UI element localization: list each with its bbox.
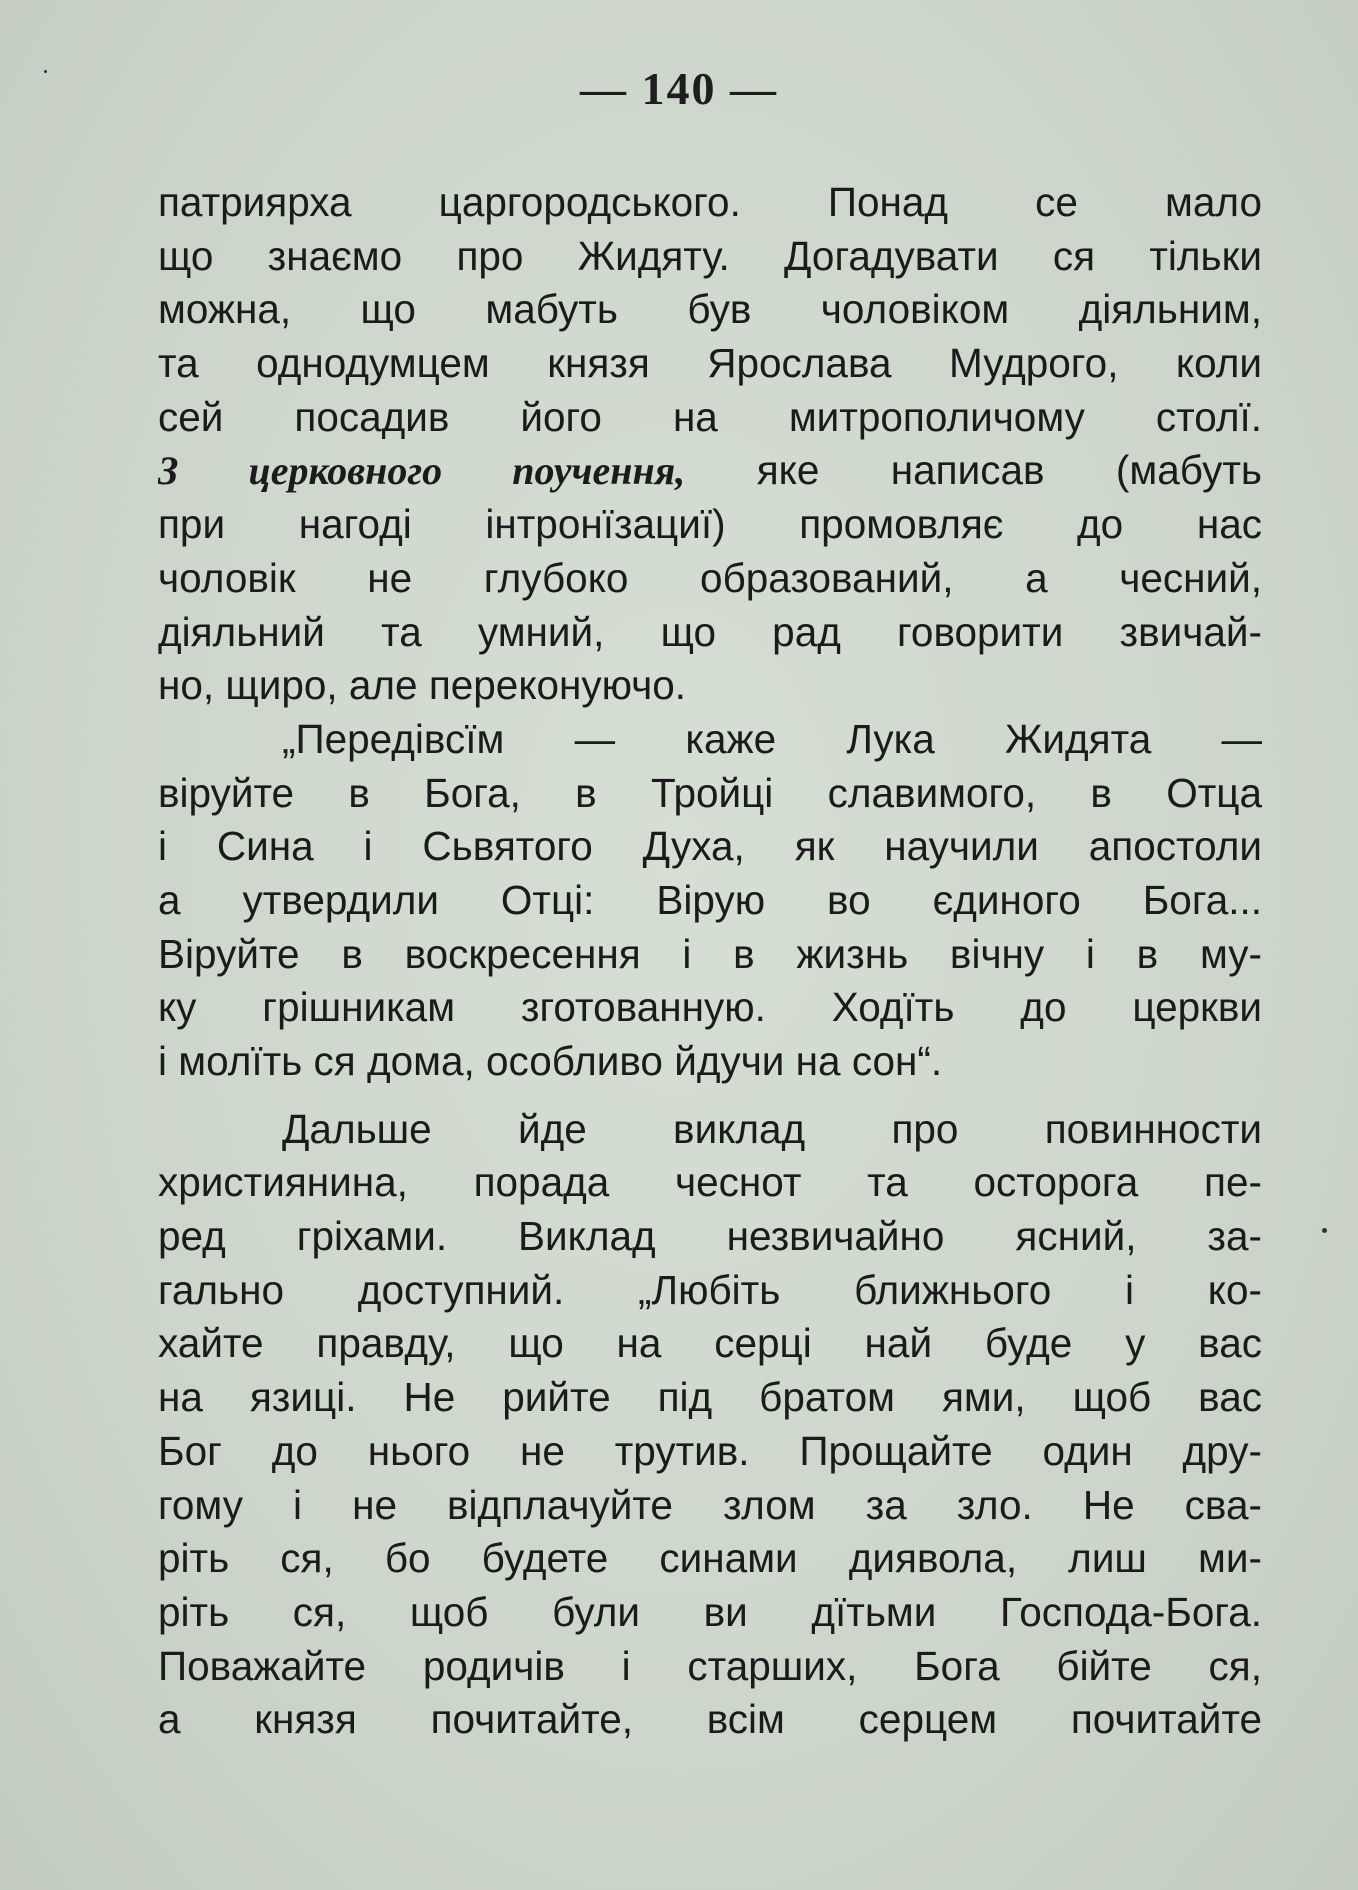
text-line: що знаємо про Жидяту. Догадувати ся тільки <box>158 232 1262 279</box>
text-line: „Передівсїм — каже Лука Жидята — <box>282 715 1262 762</box>
text-line: і Сина і Сьвятого Духа, як научили апостоли <box>158 823 1262 870</box>
text-line: діяльний та умний, що рад говорити звичай- <box>158 608 1262 655</box>
text-line: патриярха царгородського. Понад се мало <box>158 179 1262 225</box>
text-line: ку грішникам зготованную. Ходїть до церкви <box>158 984 1262 1031</box>
text-line: на язиці. Не рийте під братом ями, щоб вас <box>158 1374 1262 1421</box>
text-line: можна, що мабуть був чоловіком діяльним, <box>158 286 1262 333</box>
print-speck <box>44 70 47 73</box>
text-line: Поважайте родичів і старших, Бога бійте ся, <box>158 1642 1262 1689</box>
text-line: ред гріхами. Виклад незвичайно ясний, за- <box>158 1213 1262 1260</box>
text-line: гально доступний. „Любіть ближнього і ко- <box>158 1266 1262 1313</box>
text-line <box>158 444 1262 498</box>
text-line: ріть ся, бо будете синами диявола, лиш ми- <box>158 1535 1262 1582</box>
text-line: гому і не відплачуйте злом за зло. Не сва- <box>158 1481 1262 1528</box>
text-line: віруйте в Бога, в Тройці славимого, в Отца <box>158 769 1262 816</box>
text-line: а князя почитайте, всім серцем почитайте <box>158 1696 1262 1743</box>
text-line: та однодумцем князя Ярослава Мудрого, коли <box>158 340 1262 387</box>
text-line: но, щиро, але переконуючо. <box>158 662 687 709</box>
text-line: при нагоді інтронїзациї) промовляє до нас <box>158 501 1262 548</box>
text-line: Дальше йде виклад про повинности <box>282 1105 1262 1152</box>
text-line: і молїть ся дома, особливо йдучи на сон“. <box>158 1038 943 1084</box>
text-line: християнина, порада чеснот та осторога пе- <box>158 1159 1262 1206</box>
text-line: а утвердили Отці: Вірую во єдиного Бога... <box>158 876 1262 923</box>
page-number: — 140 — <box>580 63 778 114</box>
body-text <box>158 176 1262 1747</box>
text-line: Бог до нього не трутив. Прощайте один дру- <box>158 1427 1262 1474</box>
text-line: Віруйте в воскресення і в жизнь вічну і в му- <box>158 930 1262 977</box>
text-line: ріть ся, щоб були ви дїтьми Господа-Бога. <box>158 1588 1262 1635</box>
text-line: чоловік не глубоко образований, а чесний, <box>158 554 1262 601</box>
print-speck <box>1322 1228 1327 1233</box>
text-line-rest: яке написав (мабуть <box>685 447 1262 494</box>
text-line: хайте правду, що на серці най буде у вас <box>158 1320 1262 1367</box>
text-line: сей посадив його на митрополичому столї. <box>158 393 1262 440</box>
italic-title: З церковного поучення, <box>158 448 686 494</box>
